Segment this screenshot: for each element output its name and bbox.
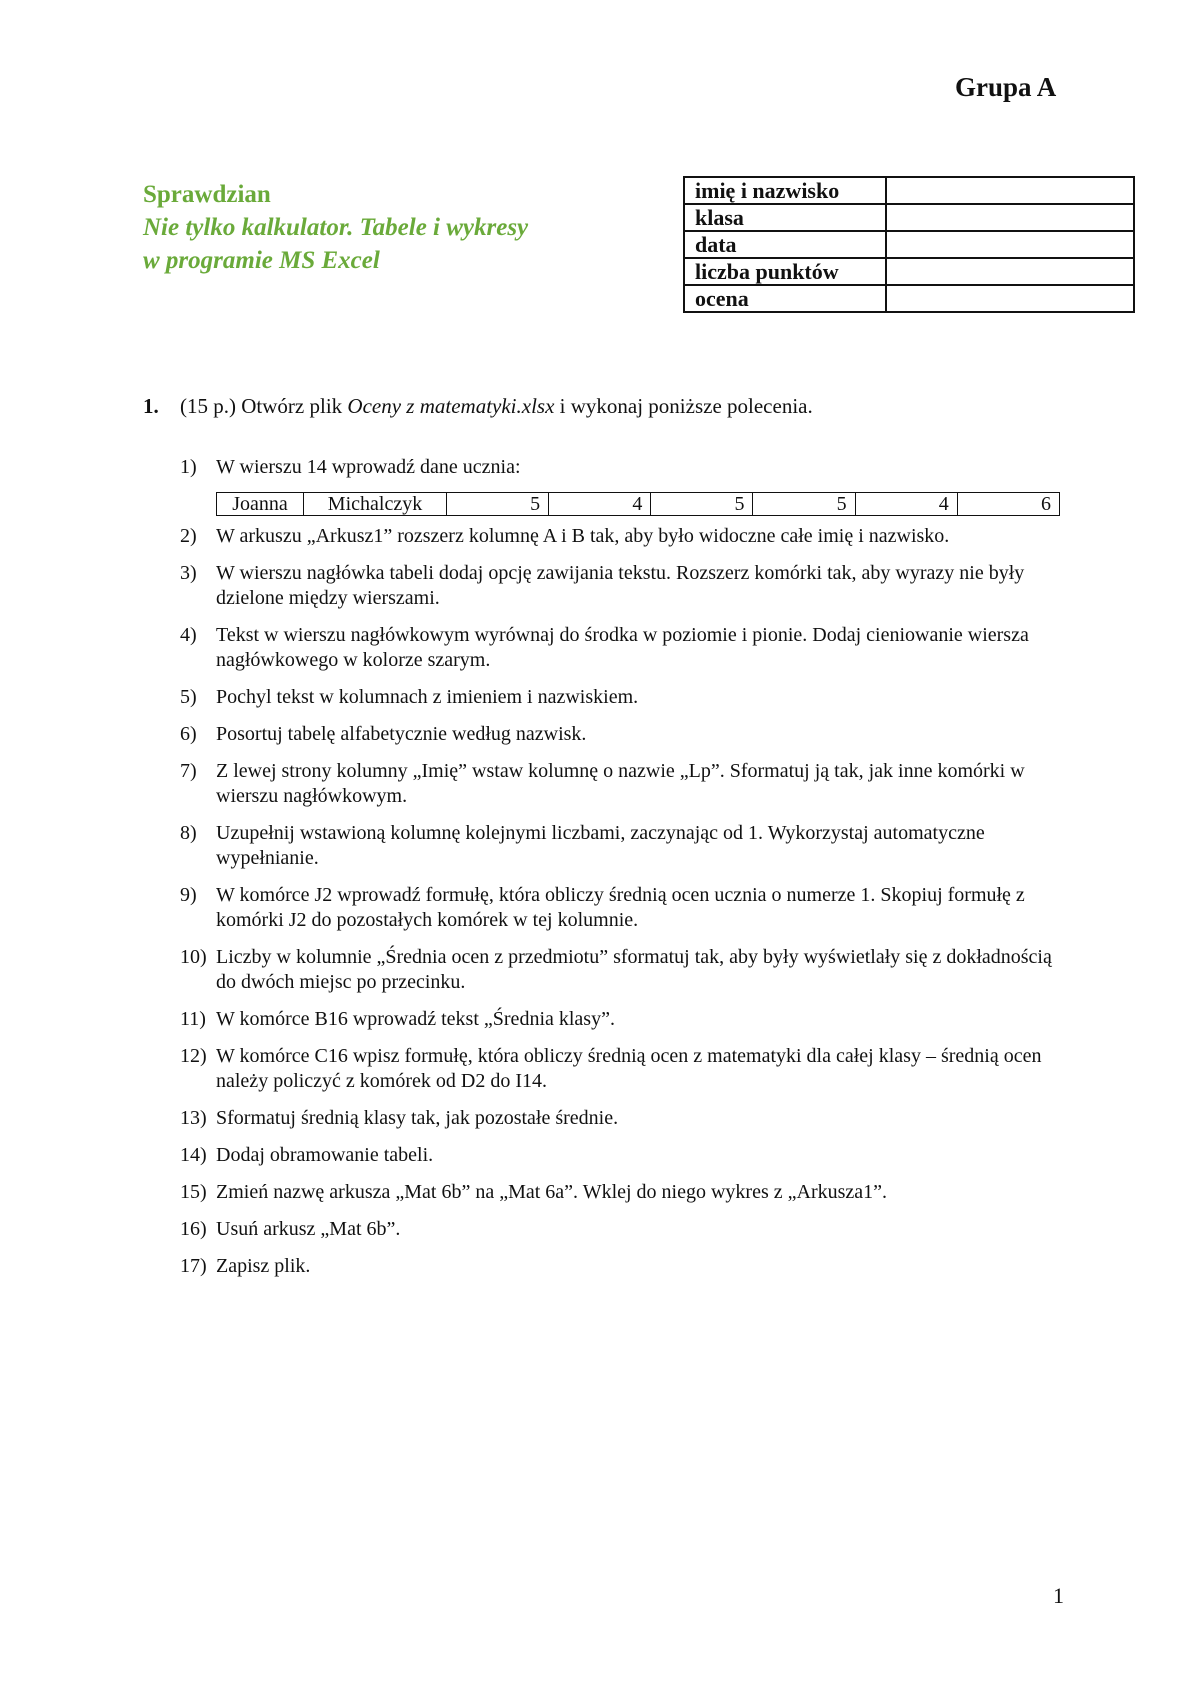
item-text: Pochyl tekst w kolumnach z imieniem i nazwiskiem. xyxy=(216,686,639,708)
page-number: 1 xyxy=(1053,1583,1064,1608)
list-item xyxy=(180,821,1060,871)
item-number: 10) xyxy=(180,946,207,968)
list-item xyxy=(180,561,1060,611)
title-line-1: Sprawdzian xyxy=(143,181,271,208)
cell-grade: 4 xyxy=(855,493,957,516)
item-text: W komórce B16 wprowadź tekst „Średnia klasy”. xyxy=(216,1008,615,1030)
item-text: Tekst w wierszu nagłówkowym wyrównaj do środka w poziomie i pionie. Dodaj cieniowanie wiersza nagłówkowego w kolorze szarym. xyxy=(216,624,1029,671)
info-row-class xyxy=(684,204,1134,231)
cell-last-name: Michalczyk xyxy=(304,493,447,516)
list-item xyxy=(180,524,1060,549)
list-item xyxy=(180,1143,1060,1168)
task-heading xyxy=(143,392,813,420)
list-item xyxy=(180,455,1060,480)
item-text: W komórce C16 wpisz formułę, która obliczy średnią ocen z matematyki dla całej klasy – średnią ocen należy policzyć z komórek od D2 do I14. xyxy=(216,1045,1042,1092)
info-value-field[interactable] xyxy=(886,231,1134,258)
list-item xyxy=(180,945,1060,995)
task-filename: Oceny z matematyki.xlsx xyxy=(347,394,555,418)
item-text: Posortuj tabelę alfabetycznie według nazwisk. xyxy=(216,723,587,745)
item-number: 6) xyxy=(180,723,197,745)
list-item xyxy=(180,1007,1060,1032)
group-label: Grupa A xyxy=(955,72,1057,102)
item-text: W komórce J2 wprowadź formułę, która obliczy średnią ocen ucznia o numerze 1. Skopiuj formułę z komórki J2 do pozostałych komórek w tej kolumnie. xyxy=(216,884,1025,931)
list-item xyxy=(180,685,1060,710)
list-item xyxy=(180,722,1060,747)
item-number: 14) xyxy=(180,1144,207,1166)
instruction-list xyxy=(180,455,1060,1291)
info-row-name xyxy=(684,177,1134,204)
student-info-table xyxy=(683,176,1135,313)
info-label: ocena xyxy=(684,285,886,312)
item-text: Usuń arkusz „Mat 6b”. xyxy=(216,1218,401,1240)
item-number: 13) xyxy=(180,1107,207,1129)
info-row-grade xyxy=(684,285,1134,312)
item-number: 2) xyxy=(180,525,197,547)
item-text: W wierszu nagłówka tabeli dodaj opcję zawijania tekstu. Rozszerz komórki tak, aby wyrazy nie były dzielone między wierszami. xyxy=(216,562,1025,609)
info-label: klasa xyxy=(684,204,886,231)
list-item xyxy=(180,1217,1060,1242)
item-text: W arkuszu „Arkusz1” rozszerz kolumnę A i B tak, aby było widoczne całe imię i nazwisko. xyxy=(216,525,950,547)
task-points: (15 p.) xyxy=(180,394,236,418)
item-number: 4) xyxy=(180,624,197,646)
task-intro-after: i wykonaj poniższe polecenia. xyxy=(559,394,813,418)
info-value-field[interactable] xyxy=(886,177,1134,204)
item-number: 3) xyxy=(180,562,197,584)
table-row xyxy=(217,493,1060,516)
item-number: 1) xyxy=(180,456,197,478)
item-text: Zmień nazwę arkusza „Mat 6b” na „Mat 6a”. Wklej do niego wykres z „Arkusza1”. xyxy=(216,1181,888,1203)
info-label: liczba punktów xyxy=(684,258,886,285)
test-title xyxy=(143,178,528,277)
cell-grade: 4 xyxy=(549,493,651,516)
student-data-table xyxy=(216,492,1060,516)
title-line-3: w programie MS Excel xyxy=(143,247,380,274)
item-text: Sformatuj średnią klasy tak, jak pozostałe średnie. xyxy=(216,1107,619,1129)
list-item xyxy=(180,623,1060,673)
item-text: Uzupełnij wstawioną kolumnę kolejnymi liczbami, zaczynając od 1. Wykorzystaj automatyczne wypełnianie. xyxy=(216,822,985,869)
item-number: 7) xyxy=(180,760,197,782)
item-number: 5) xyxy=(180,686,197,708)
item-number: 11) xyxy=(180,1008,206,1030)
info-row-date xyxy=(684,231,1134,258)
item-text: W wierszu 14 wprowadź dane ucznia: xyxy=(216,456,521,478)
task-number: 1. xyxy=(143,394,159,418)
item-number: 9) xyxy=(180,884,197,906)
list-item xyxy=(180,1180,1060,1205)
item-text: Liczby w kolumnie „Średnia ocen z przedmiotu” sformatuj tak, aby były wyświetlały się z dokładnością do dwóch miejsc po przecinku. xyxy=(216,946,1052,993)
list-item xyxy=(180,1254,1060,1279)
list-item xyxy=(180,1106,1060,1131)
item-number: 12) xyxy=(180,1045,207,1067)
item-number: 16) xyxy=(180,1218,207,1240)
info-row-points xyxy=(684,258,1134,285)
info-label: data xyxy=(684,231,886,258)
title-line-2: Nie tylko kalkulator. Tabele i wykresy xyxy=(143,214,529,241)
task-intro-before: Otwórz plik xyxy=(241,394,343,418)
cell-grade: 6 xyxy=(957,493,1059,516)
cell-grade: 5 xyxy=(651,493,753,516)
item-number: 8) xyxy=(180,822,197,844)
info-value-field[interactable] xyxy=(886,258,1134,285)
item-number: 17) xyxy=(180,1255,207,1277)
list-item xyxy=(180,1044,1060,1094)
cell-grade: 5 xyxy=(753,493,855,516)
item-number: 15) xyxy=(180,1181,207,1203)
item-text: Zapisz plik. xyxy=(216,1255,311,1277)
list-item xyxy=(180,883,1060,933)
info-value-field[interactable] xyxy=(886,285,1134,312)
info-label: imię i nazwisko xyxy=(684,177,886,204)
list-item xyxy=(180,759,1060,809)
item-text: Z lewej strony kolumny „Imię” wstaw kolumnę o nazwie „Lp”. Sformatuj ją tak, jak inne komórki w wierszu nagłówkowym. xyxy=(216,760,1025,807)
item-text: Dodaj obramowanie tabeli. xyxy=(216,1144,434,1166)
info-value-field[interactable] xyxy=(886,204,1134,231)
cell-grade: 5 xyxy=(447,493,549,516)
cell-first-name: Joanna xyxy=(217,493,304,516)
